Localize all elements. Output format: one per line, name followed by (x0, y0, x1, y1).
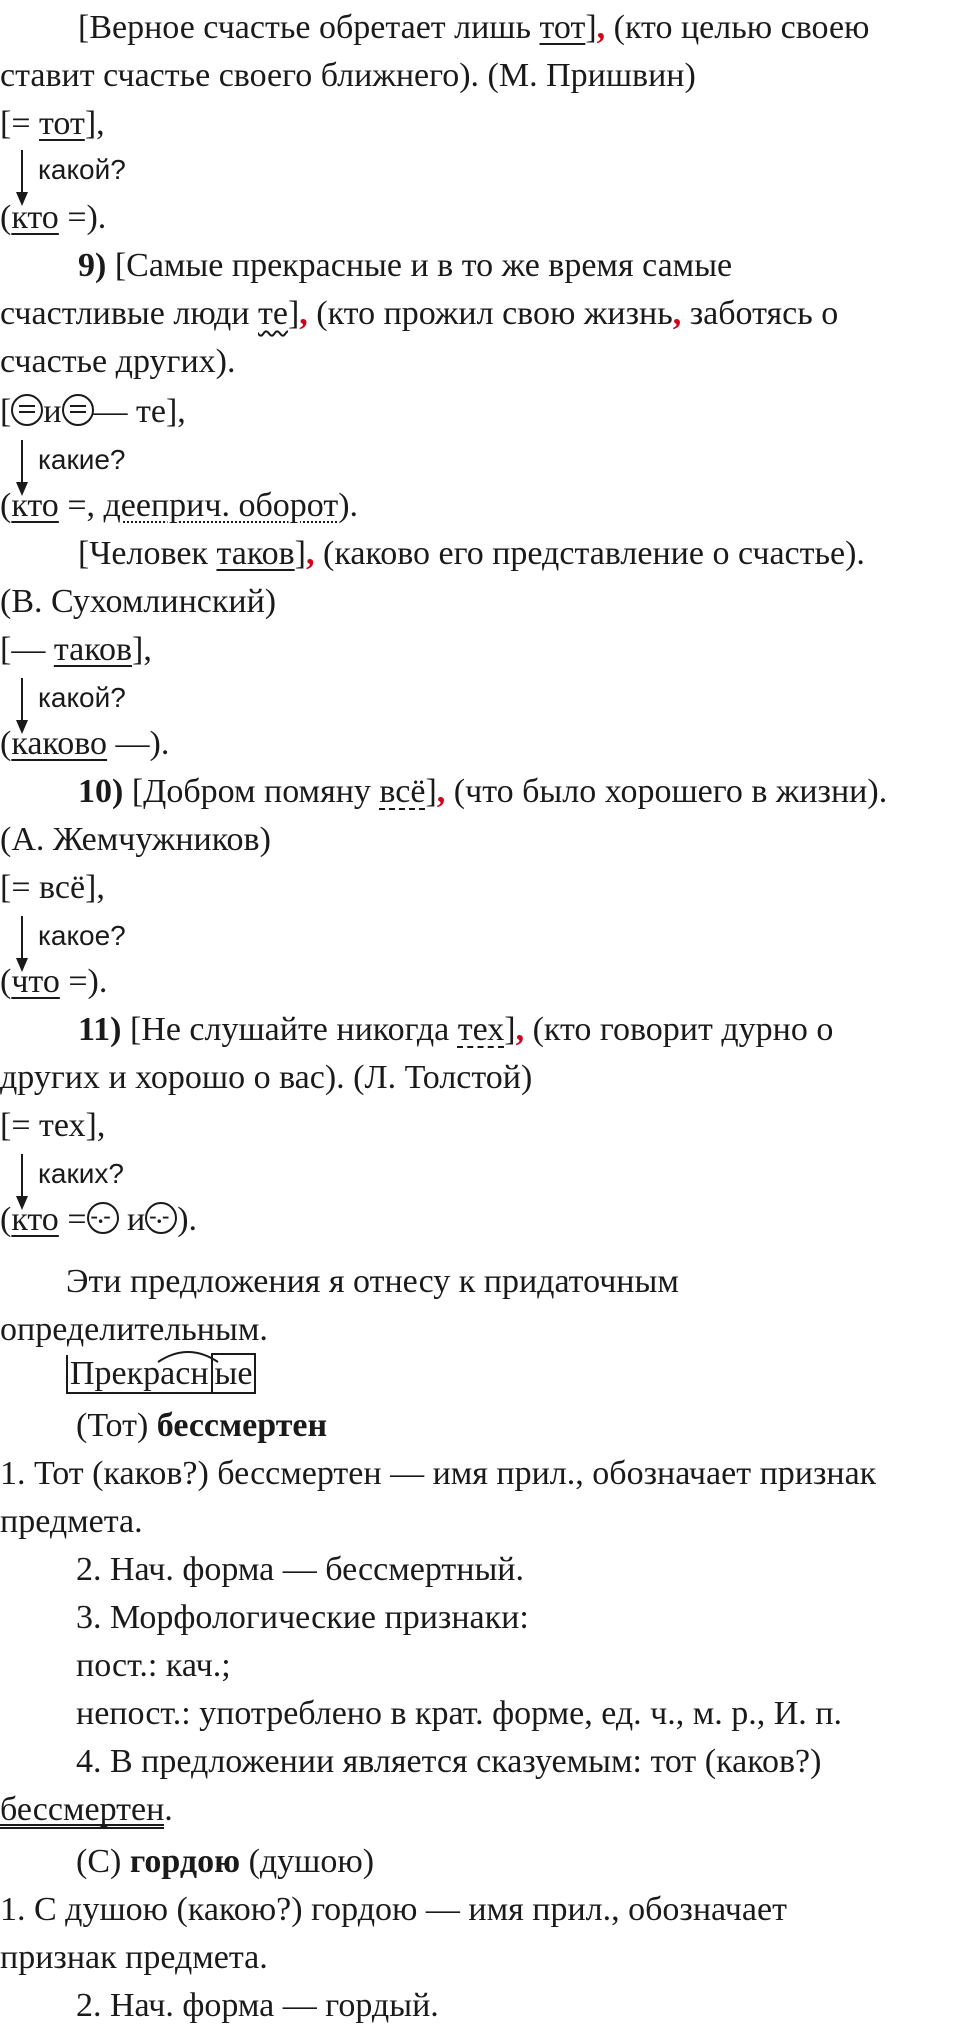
text: и (118, 1201, 146, 1238)
analyzed-word: гордою (129, 1843, 241, 1880)
scheme-word: каково (11, 725, 108, 762)
analysis-1-p2: 2. Нач. форма — бессмертный. (76, 1551, 524, 1588)
bracket: ] (585, 9, 597, 46)
comma-mark: , (672, 295, 682, 332)
sentence-number: 10) (78, 773, 124, 810)
scheme-11-sub (0, 1200, 197, 1240)
comma-mark: , (299, 295, 308, 332)
root-arc-icon (66, 1344, 226, 1364)
scheme-9-question: какие? (38, 444, 126, 475)
sentence-11-line-2: других и хорошо о вас). (Л. Толстой) (0, 1059, 533, 1096)
text: [Верное счастье обретает лишь (78, 9, 540, 46)
sentence-1-line-2: ставит счастье своего ближнего). (М. Пришвин) (0, 57, 696, 94)
analysis-1-p1a: 1. Тот (каков?) бессмертен — имя прил., обозначает признак (0, 1455, 877, 1492)
scheme-word: кто (11, 1201, 59, 1238)
scheme-word: таков (53, 631, 133, 668)
scheme-10-main: [= всё], (0, 869, 105, 906)
subject-word: тот (539, 9, 586, 46)
bracket: ] (504, 1011, 516, 1048)
sentence-10-line-1 (78, 772, 887, 812)
text: [Самые прекрасные и в то же время самые (106, 247, 733, 284)
sentence-1-line-1 (78, 8, 869, 48)
scheme-11-question: каких? (38, 1158, 124, 1189)
analysis-1-p3a: пост.: кач.; (76, 1647, 231, 1684)
text: (кто целью своею (605, 9, 870, 46)
analysis-1-p3b: непост.: употреблено в крат. форме, ед. ч., м. р., И. п. (76, 1695, 842, 1732)
text: счастливые люди (0, 295, 258, 332)
text: [ (0, 393, 12, 430)
text: (кто говорит дурно о (524, 1011, 834, 1048)
analysis-2-p1b: признак предмета. (0, 1939, 268, 1976)
analysis-2-p2: 2. Нач. форма — гордый. (76, 1987, 439, 2024)
scheme-word: тех (457, 1011, 505, 1048)
scheme-10-question: какое? (38, 920, 126, 951)
scheme-word: всё (379, 773, 426, 810)
predicate-circle-icon (11, 394, 43, 426)
text: =). (59, 963, 108, 1000)
word-stem: Прекрасн (66, 1355, 211, 1394)
text: ). (338, 487, 359, 524)
scheme-10-sub (0, 962, 107, 1002)
bracket: ] (294, 535, 306, 572)
sentence-11-line-1 (78, 1010, 833, 1050)
conclusion-line-2: определительным. (0, 1311, 268, 1348)
sentence-9b-line-1 (78, 534, 865, 574)
analyzed-word: бессмертен (156, 1407, 328, 1444)
scheme-word: тот (39, 105, 85, 142)
bracket: ] (287, 295, 300, 332)
adverbial-circle-icon (145, 1202, 177, 1234)
text: [Человек (78, 535, 217, 572)
bracket: ] (425, 773, 437, 810)
analysis-1-p4a: 4. В предложении является сказуемым: тот (каков?) (76, 1743, 822, 1780)
text: [= (0, 105, 39, 142)
text: [Не слушайте никогда (121, 1011, 458, 1048)
text: ( (0, 487, 12, 524)
conclusion-line-1: Эти предложения я отнесу к придаточным (66, 1263, 679, 1300)
sentence-9-line-2 (0, 294, 838, 334)
text: [— (0, 631, 54, 668)
sentence-9-line-1 (78, 246, 732, 286)
adverbial-circle-icon (87, 1202, 119, 1234)
text: (каково его представление о счастье). (314, 535, 865, 572)
comma-mark: , (306, 535, 315, 572)
text: — те], (93, 393, 186, 430)
text: = (58, 1201, 87, 1238)
text: =). (58, 199, 107, 236)
text: ( (0, 1201, 12, 1238)
text: (кто прожил свою жизнь (307, 295, 673, 332)
text: =, (58, 487, 104, 524)
text: ). (177, 1201, 198, 1238)
scheme-1-question: какой? (38, 154, 126, 185)
comma-mark: , (515, 1011, 525, 1048)
scheme-9b-main (0, 630, 152, 670)
sentence-10-line-2: (А. Жемчужников) (0, 821, 271, 858)
text: ( (0, 725, 12, 762)
predicate-circle-icon (62, 394, 94, 426)
comma-mark: , (596, 9, 606, 46)
scheme-word: что (11, 963, 60, 1000)
text: [Добром помяну (123, 773, 380, 810)
scheme-9b-sub (0, 724, 169, 764)
scheme-9-sub (0, 486, 358, 526)
scheme-1-main (0, 104, 105, 144)
sentence-number: 9) (78, 247, 107, 284)
text: —). (107, 725, 170, 762)
text: ( (0, 963, 12, 1000)
sentence-9-line-3: счастье других). (0, 343, 236, 380)
analysis-1-p1b: предмета. (0, 1503, 143, 1540)
sentence-9b-line-2: (В. Сухомлинский) (0, 583, 277, 620)
predicate-word: бессмертен (0, 1791, 165, 1828)
participle-phrase: дееприч. оборот (103, 487, 339, 524)
text: (душою) (240, 1843, 375, 1880)
scheme-11-main: [= тех], (0, 1107, 106, 1144)
sentence-number: 11) (78, 1011, 122, 1048)
text: ], (84, 105, 105, 142)
scheme-1-sub (0, 198, 106, 238)
scheme-9b-question: какой? (38, 682, 126, 713)
text: ], (132, 631, 152, 668)
analysis-1-p4b (0, 1790, 173, 1830)
text: (С) (76, 1843, 130, 1880)
morpheme-word (66, 1354, 256, 1394)
analysis-2-heading (76, 1842, 374, 1882)
scheme-9-main (0, 392, 186, 432)
text: заботясь о (681, 295, 839, 332)
text: ( (0, 199, 12, 236)
comma-mark: , (436, 773, 446, 810)
text: и (43, 393, 62, 430)
scheme-word: те (258, 295, 288, 332)
scheme-word: таков (216, 535, 295, 572)
text: (что было хорошего в жизни). (445, 773, 888, 810)
analysis-1-p3: 3. Морфологические признаки: (76, 1599, 529, 1636)
analysis-2-p1a: 1. С душою (какою?) гордою — имя прил., обозначает (0, 1891, 787, 1928)
word-ending: ые (211, 1353, 257, 1394)
scheme-word: кто (11, 199, 59, 236)
text: . (164, 1791, 173, 1828)
analysis-1-heading (76, 1406, 327, 1446)
text: (Тот) (76, 1407, 157, 1444)
scheme-word: кто (11, 487, 59, 524)
